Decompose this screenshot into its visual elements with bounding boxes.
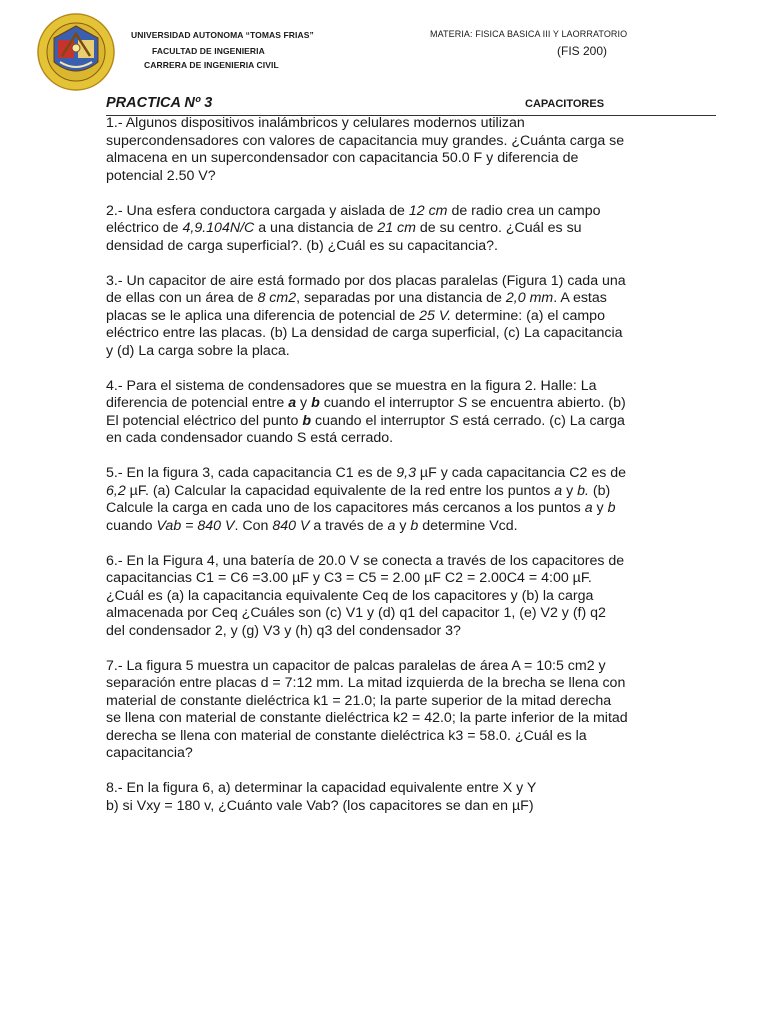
problem-8: 8.- En la figura 6, a) determinar la capacidad equivalente entre X y Y b) si Vxy = 180 v, ¿Cuánto vale Vab? (los capacitores se dan en µF) [106, 780, 537, 814]
problem-5: 5.- En la figura 3, cada capacitancia C1 es de 9,3 µF y cada capacitancia C2 es de 6,2 µF. (a) Calcular la capacidad equivalente de la red entre los puntos a y b. (b) Calcule la carga en cada uno de los capacitores más cercanos a los puntos a y b cuando Vab = 840 V. Con 840 V a través de a y b determine Vcd. [106, 465, 627, 534]
problem-4: 4.- Para el sistema de condensadores que se muestra en la figura 2. Halle: La diferencia de potencial entre a y b cuando el interruptor S se encuentra abierto. (b) El potencial eléctrico del punto b cuando el interruptor S está cerrado. (c) La carga en cada condensador cuando S está cerrado. [106, 377, 626, 446]
problem-list [106, 115, 706, 833]
problem-3: 3.- Un capacitor de aire está formado por dos placas paralelas (Figura 1) cada una de ellas con un área de 8 cm2, separadas por una distancia de 2,0 mm. A estas placas se le aplica una diferencia de potencial de 25 V. determine: (a) el campo eléctrico entre las placas. (b) La densidad de carga superficial, (c) La capacitancia y (d) La carga sobre la placa. [106, 272, 626, 359]
practice-topic: CAPACITORES [525, 98, 605, 110]
career-name: CARRERA DE INGENIERIA CIVIL [144, 60, 279, 70]
title-bar [106, 95, 716, 116]
faculty-name: FACULTAD DE INGENIERIA [152, 46, 265, 56]
problem-7: 7.- La figura 5 muestra un capacitor de palcas paralelas de área A = 10:5 cm2 y separación entre placas d = 7:12 mm. La mitad izquierda de la brecha se llena con material de constante dieléctrica k1 = 21.0; la parte superior de la mitad derecha se llena con material de constante dieléctrica k2 = 42.0; la parte inferior de la mitad derecha se llena con material de constante dieléctrica k3 = 58.0. ¿Cuál es la capacitancia? [106, 657, 628, 761]
practice-title: PRACTICA Nº 3 [106, 95, 213, 111]
subject-name: MATERIA: FISICA BASICA III Y LAORRATORIO [430, 29, 628, 39]
university-name: UNIVERSIDAD AUTONOMA “TOMAS FRIAS” [131, 30, 314, 40]
problem-1: 1.- Algunos dispositivos inalámbricos y celulares modernos utilizan supercondensadores con valores de capacitancia muy grandes. ¿Cuánta carga se almacena en un supercondensador con capacitancia 50.0 F y diferencia de potencial 2.50 V? [106, 115, 625, 184]
course-code: (FIS 200) [557, 44, 608, 58]
problem-2: 2.- Una esfera conductora cargada y aislada de 12 cm de radio crea un campo eléctrico de 4,9.104N/C a una distancia de 21 cm de su centro. ¿Cuál es su densidad de carga superficial?. (b) ¿Cuál es su capacitancia?. [106, 202, 601, 254]
university-seal-logo [36, 12, 116, 92]
problem-6: 6.- En la Figura 4, una batería de 20.0 V se conecta a través de los capacitores de capacitancias C1 = C6 =3.00 µF y C3 = C5 = 2.00 µF C2 = 2.00C4 = 4:00 µF. ¿Cuál es (a) la capacitancia equivalente Ceq de los capacitores y (b) la carga almacenada por Ceq ¿Cuáles son (c) V1 y (d) q1 del capacitor 1, (e) V2 y (f) q2 del condensador 2, y (g) V3 y (h) q3 del condensador 3? [106, 552, 625, 639]
